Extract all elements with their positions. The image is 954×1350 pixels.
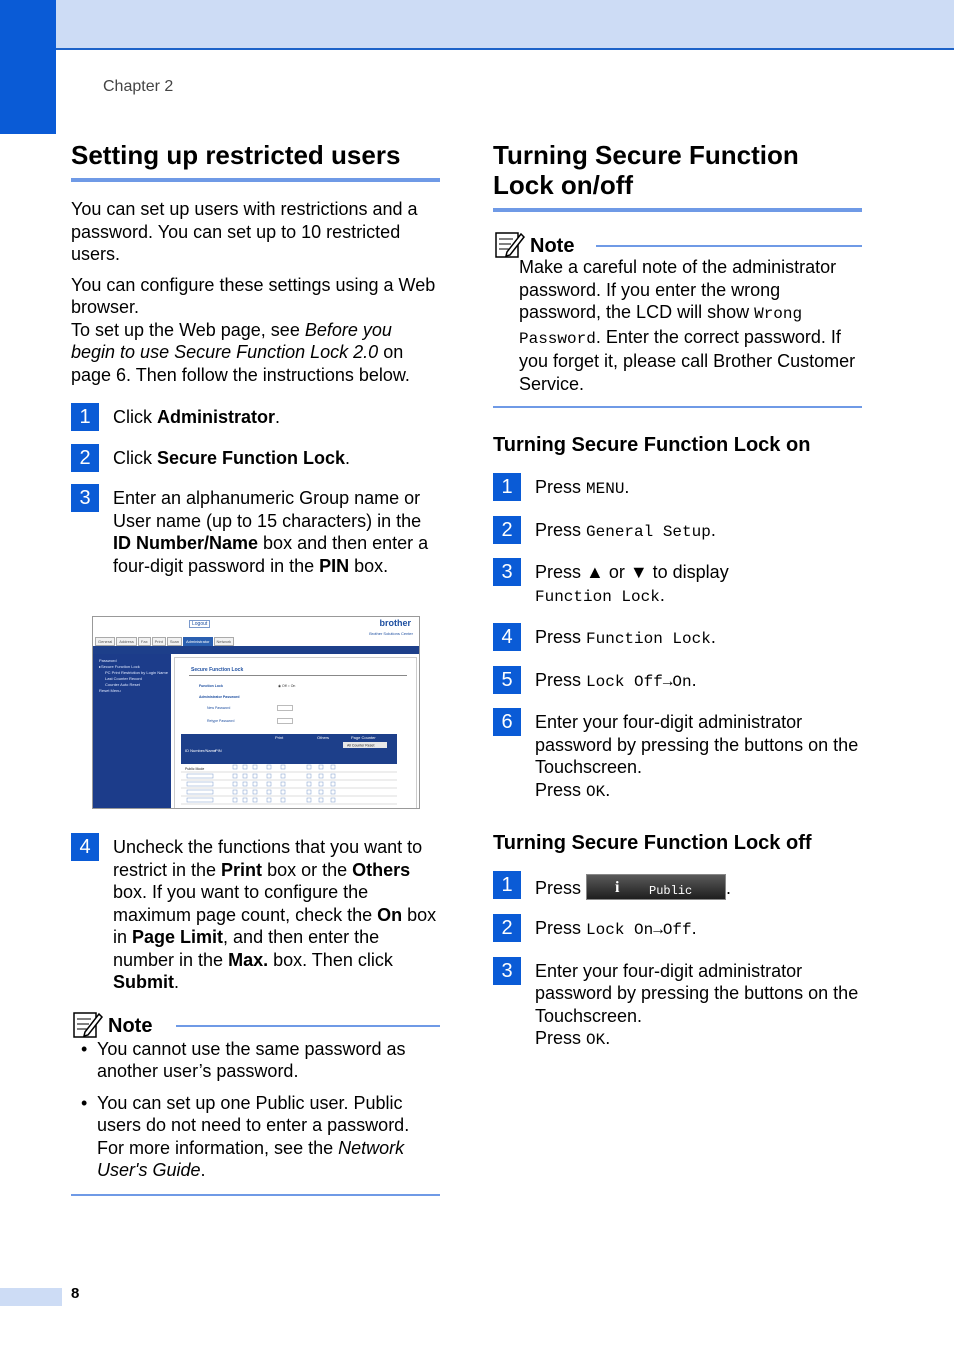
ui-term: Max. bbox=[228, 949, 269, 970]
text: box. bbox=[349, 555, 389, 576]
screenshot-section-title: Secure Function Lock bbox=[191, 667, 244, 673]
id-column-header: ID Number/Name bbox=[185, 748, 217, 753]
note-pencil-icon bbox=[495, 230, 525, 258]
all-counter-reset-label: All Counter Reset bbox=[347, 743, 375, 748]
on-step-2 bbox=[493, 519, 862, 544]
ui-term: Secure Function Lock bbox=[157, 447, 346, 468]
retype-password-input[interactable] bbox=[277, 718, 293, 724]
text: . bbox=[726, 878, 732, 898]
section-title-restricted-users: Setting up restricted users bbox=[71, 140, 440, 182]
lcd-text: Wrong Password bbox=[519, 305, 803, 348]
paragraph-reference bbox=[71, 319, 440, 387]
text: Make a careful note of the administrator password. If you enter the wrong password, the LCD will show bbox=[519, 257, 837, 322]
screenshot-sidebar bbox=[93, 654, 171, 809]
text: Enter your four-digit administrator password by pressing the buttons on the Touchscreen. bbox=[535, 960, 859, 1026]
on-step-5 bbox=[493, 669, 862, 694]
ui-term: Administrator bbox=[157, 407, 276, 427]
section-title-lock-on-off: Turning Secure Function Lock on/off bbox=[493, 140, 862, 212]
function-lock-radio-group[interactable]: ◉ Off ○ On bbox=[278, 684, 296, 688]
subsection-title-lock-off: Turning Secure Function Lock off bbox=[493, 832, 812, 854]
bullet-dot: • bbox=[81, 1092, 88, 1113]
off-step-3 bbox=[493, 960, 862, 1052]
sidebar-item-password[interactable]: Password bbox=[99, 658, 117, 663]
text: Press bbox=[535, 477, 587, 497]
text: Click bbox=[113, 407, 157, 427]
lcd-text: General Setup bbox=[586, 522, 711, 541]
retype-password-label: Retype Password bbox=[207, 719, 235, 723]
paragraph: You can configure these settings using a Web browser. bbox=[71, 274, 436, 317]
text: . bbox=[345, 447, 351, 468]
step-number: 1 bbox=[71, 403, 99, 431]
ui-term: Others bbox=[352, 859, 411, 880]
text: Click bbox=[113, 447, 157, 468]
tab-fax[interactable]: Fax bbox=[138, 637, 151, 646]
radio-off-label: Off bbox=[282, 684, 287, 688]
tab-scan[interactable]: Scan bbox=[167, 637, 182, 646]
step-number: 5 bbox=[493, 666, 521, 694]
step-3 bbox=[71, 487, 440, 577]
text: . bbox=[710, 519, 716, 540]
step-number: 2 bbox=[71, 444, 99, 472]
text: . bbox=[605, 779, 611, 800]
lcd-text: OK bbox=[586, 782, 606, 801]
text: on page 6. Then follow the instructions below. bbox=[71, 342, 410, 385]
cross-reference: Network User's Guide bbox=[97, 1137, 405, 1180]
text: Press bbox=[535, 627, 587, 647]
new-password-label: New Password bbox=[207, 706, 231, 710]
chapter-tab bbox=[0, 0, 56, 134]
off-step-2 bbox=[493, 917, 862, 942]
text: Press bbox=[535, 878, 587, 898]
new-password-input[interactable] bbox=[277, 705, 293, 711]
text: Press bbox=[535, 1028, 587, 1048]
text: Uncheck the functions that you want to restrict in the bbox=[113, 837, 423, 880]
note-rule bbox=[176, 1025, 440, 1027]
step-number: 6 bbox=[493, 708, 521, 736]
text: Enter an alphanumeric Group name or User name (up to 15 characters) in the bbox=[113, 488, 422, 531]
tab-print[interactable]: Print bbox=[152, 637, 166, 646]
public-mode-label: Public Mode bbox=[185, 767, 205, 771]
step-number: 2 bbox=[493, 914, 521, 942]
text: . bbox=[174, 972, 180, 992]
lcd-text: Function Lock bbox=[586, 630, 711, 648]
note-bottom-rule bbox=[71, 1194, 440, 1196]
screenshot-nav-bar bbox=[93, 646, 419, 654]
text: You cannot use the same password as another user’s password. bbox=[97, 1038, 406, 1081]
on-step-1 bbox=[493, 476, 862, 501]
radio-on-label: On bbox=[290, 684, 296, 688]
text: . bbox=[691, 669, 697, 690]
left-column-lower bbox=[71, 836, 440, 1196]
sidebar-item-last-counter-record[interactable]: Last Counter Record bbox=[105, 676, 142, 681]
tab-general[interactable]: General bbox=[95, 637, 115, 646]
text: box in bbox=[113, 904, 437, 947]
logout-button[interactable]: Logout bbox=[189, 620, 210, 628]
lcd-text: Lock Off→On bbox=[586, 672, 692, 691]
text: Press bbox=[535, 918, 587, 938]
sidebar-item-counter-auto-reset[interactable]: Counter Auto Reset bbox=[105, 682, 140, 687]
note-rule bbox=[596, 245, 862, 247]
print-column-header: Print bbox=[275, 735, 284, 740]
tab-network[interactable]: Network bbox=[214, 637, 235, 646]
note-bullet bbox=[71, 1038, 440, 1083]
lcd-text: OK bbox=[586, 1031, 606, 1049]
subsection-title-lock-on: Turning Secure Function Lock on bbox=[493, 434, 811, 456]
screenshot-header bbox=[93, 617, 419, 646]
public-user-button[interactable] bbox=[586, 874, 726, 900]
solutions-center-link[interactable]: Brother Solutions Center bbox=[369, 631, 413, 636]
web-settings-screenshot bbox=[92, 616, 420, 809]
others-column-header: Others bbox=[317, 735, 330, 740]
text: box or the bbox=[262, 859, 353, 880]
note-label: Note bbox=[530, 235, 575, 257]
text: Press bbox=[535, 519, 587, 540]
note-text bbox=[493, 256, 862, 395]
page-number: 8 bbox=[71, 1285, 80, 1302]
function-lock-label: Function Lock bbox=[199, 684, 223, 688]
text: Press ▲ or ▼ to display bbox=[535, 562, 729, 582]
text: . bbox=[605, 1028, 611, 1048]
divider bbox=[189, 675, 407, 676]
note-bullet bbox=[71, 1092, 440, 1182]
step-number: 2 bbox=[493, 516, 521, 544]
step-number: 3 bbox=[71, 484, 99, 512]
on-step-3 bbox=[493, 561, 862, 608]
tab-address[interactable]: Address bbox=[116, 637, 137, 646]
text: . bbox=[691, 918, 697, 938]
text: . bbox=[275, 407, 281, 427]
left-column bbox=[71, 140, 440, 577]
text: box. If you want to configure the maximum page count, check the bbox=[113, 882, 378, 925]
paragraph: You can set up users with restrictions and a password. You can set up to 10 restricted users. bbox=[71, 199, 418, 264]
sidebar-item-reset-menu[interactable]: Reset Menu bbox=[99, 688, 121, 693]
text: Enter your four-digit administrator password by pressing the buttons on the Touchscreen. bbox=[535, 712, 859, 777]
text: box and then enter a four-digit password in the bbox=[113, 533, 429, 576]
text: . bbox=[659, 584, 665, 605]
on-step-6 bbox=[493, 711, 862, 803]
note-pencil-icon bbox=[73, 1010, 103, 1038]
public-button-label: Public bbox=[649, 884, 693, 898]
lcd-text: Function Lock bbox=[535, 587, 660, 606]
step-number: 1 bbox=[493, 473, 521, 501]
brand-logo: brother bbox=[379, 618, 411, 628]
ui-term: ID Number/Name bbox=[113, 533, 259, 553]
text: box. Then click bbox=[268, 949, 393, 970]
lcd-text: Lock On→Off bbox=[586, 921, 692, 939]
sidebar-item-pc-print-restriction[interactable]: PC Print Restriction by Login Name bbox=[105, 670, 168, 675]
note-header bbox=[71, 1010, 440, 1040]
text: . bbox=[710, 627, 716, 647]
pin-column-header: PIN bbox=[215, 748, 222, 753]
step-number: 4 bbox=[71, 833, 99, 861]
tab-administrator[interactable]: Administrator bbox=[183, 637, 213, 646]
text: . Enter the correct password. If you forget it, please call Brother Customer Service. bbox=[519, 326, 856, 394]
cross-reference: Before you begin to use Secure Function Lock 2.0 bbox=[71, 319, 392, 362]
admin-password-label: Administrator Password bbox=[199, 695, 240, 699]
info-icon: i bbox=[615, 879, 620, 896]
text: You can set up one Public user. Public users do not need to enter a password. For more information, see the bbox=[97, 1092, 410, 1158]
step-4 bbox=[71, 836, 440, 994]
user-restriction-table bbox=[181, 734, 397, 809]
page-counter-header: Page Counter bbox=[351, 735, 376, 740]
step-number: 4 bbox=[493, 623, 521, 651]
header-band bbox=[0, 0, 954, 50]
step-number: 3 bbox=[493, 957, 521, 985]
right-column bbox=[493, 140, 862, 1052]
screenshot-main-panel bbox=[174, 657, 417, 809]
sidebar-item-secure-function-lock[interactable]: ▸Secure Function Lock bbox=[99, 664, 140, 669]
text: Press bbox=[535, 779, 587, 800]
chapter-label: Chapter 2 bbox=[103, 78, 174, 95]
note-box bbox=[493, 230, 862, 408]
bullet-dot: • bbox=[81, 1038, 88, 1059]
ui-term: Print bbox=[221, 859, 263, 880]
step-number: 3 bbox=[493, 558, 521, 586]
text: . bbox=[624, 477, 630, 497]
step-2 bbox=[71, 447, 440, 470]
text: To set up the Web page, see bbox=[71, 319, 305, 340]
ui-term: Page Limit bbox=[132, 927, 224, 947]
step-number: 1 bbox=[493, 871, 521, 899]
note-box bbox=[71, 1010, 440, 1196]
ui-term: On bbox=[377, 904, 403, 925]
on-step-4 bbox=[493, 626, 862, 651]
off-step-1 bbox=[493, 874, 862, 900]
screenshot-tabs bbox=[95, 637, 234, 646]
note-header bbox=[493, 230, 862, 260]
lcd-text: MENU bbox=[586, 480, 625, 498]
ui-term: PIN bbox=[319, 555, 350, 576]
ui-term: Submit bbox=[113, 972, 174, 992]
text: , and then enter the number in the bbox=[113, 927, 380, 970]
footer-band bbox=[0, 1288, 62, 1306]
text: Press bbox=[535, 669, 587, 690]
note-bottom-rule bbox=[493, 406, 862, 408]
note-label: Note bbox=[108, 1014, 153, 1037]
step-1 bbox=[71, 406, 440, 429]
text: . bbox=[200, 1160, 206, 1180]
